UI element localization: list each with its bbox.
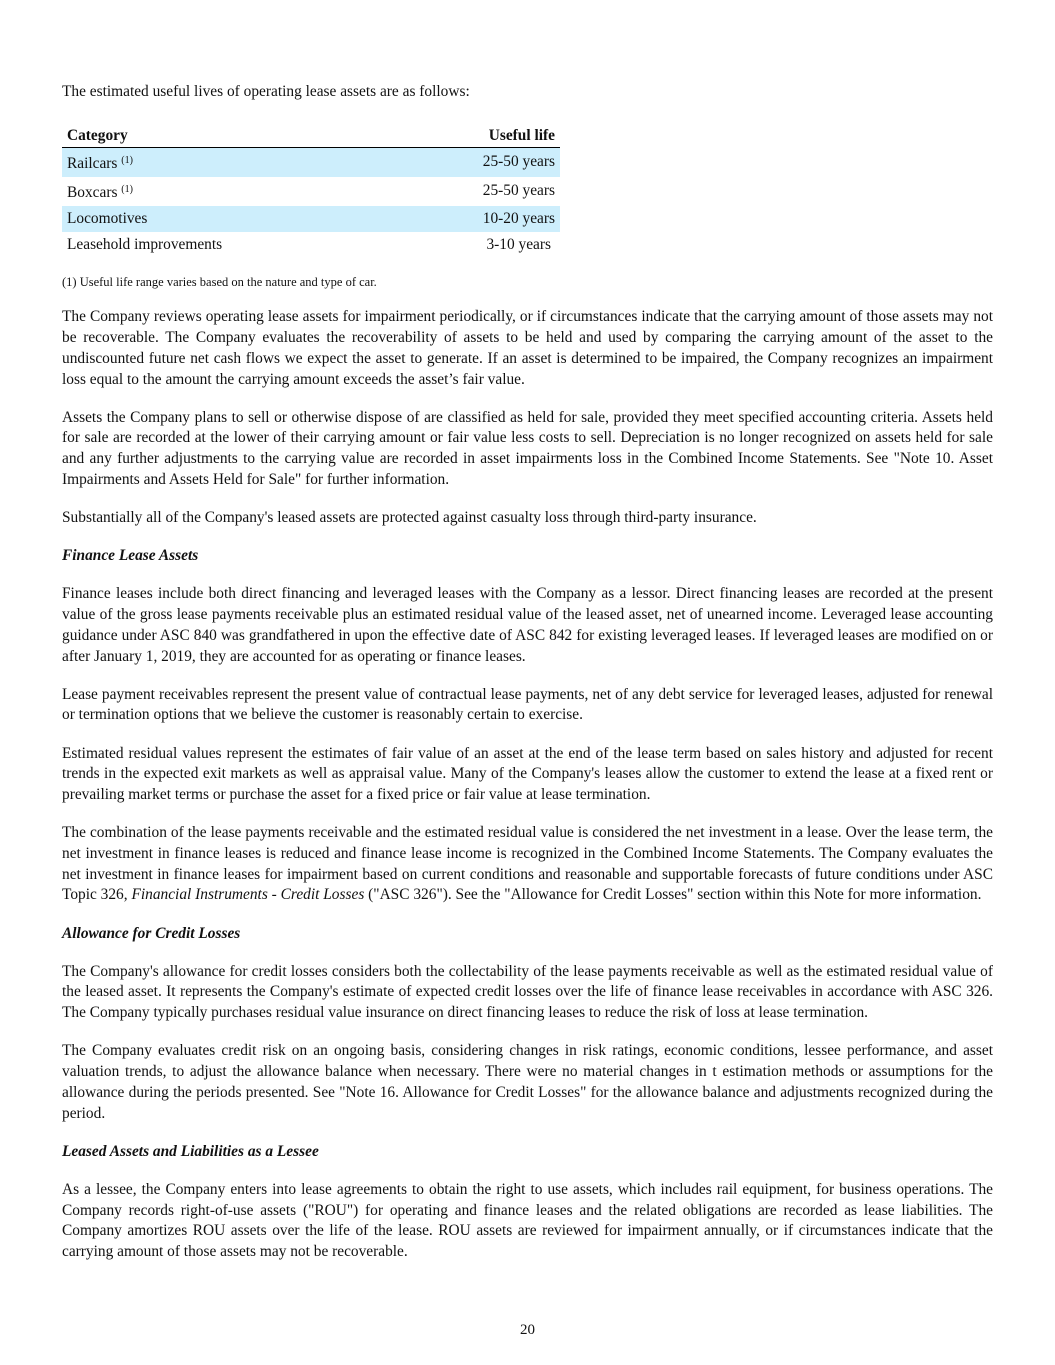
- paragraph: As a lessee, the Company enters into lease agreements to obtain the right to use assets, which includes rail equipment, for business operations. The Company records right-of-use assets ("ROU") for operating and finance leases and the related obligations are recorded as lease liabilities. The Company amortizes ROU assets over the life of the lease. ROU assets are reviewed for impairment annually, or if circumstances indicate that the carrying amount of those assets may not be recoverable.: [62, 1180, 993, 1261]
- paragraph: Substantially all of the Company's leased assets are protected against casualty loss through third-party insurance.: [62, 509, 757, 527]
- category-cell: Leasehold improvements: [67, 235, 223, 253]
- life-cell: 25-50 years: [394, 147, 560, 177]
- paragraph: Finance leases include both direct financing and leveraged leases with the Company as a lessor. Direct financing leases are recorded at the present value of the gross lease payments receivable plus an estimated residual value of the leased asset, net of unearned income. Leveraged lease accounting guidance under ASC 840 was grandfathered in upon the effective date of ASC 842 for existing leveraged leases. If leveraged leases are modified on or after January 1, 2019, they are accounted for as operating or finance leases.: [62, 585, 993, 665]
- footnote-ref: (1): [121, 183, 133, 195]
- header-useful-life: Useful life: [394, 123, 560, 148]
- table-row: [62, 147, 560, 177]
- text-run: The combination of the lease payments receivable and the estimated residual value is considered the net investment in a lease. Over the lease term, the net investment in finance leases is reduced and finance lease income is recognized in the Combined Income Statements. The Company evaluates the net investment in finance leases for impairment based on current conditions and reasonable and supportable forecasts of future conditions under ASC Topic 326,: [62, 824, 993, 904]
- life-cell: 3-10 years: [486, 235, 551, 253]
- paragraph: The Company reviews operating lease assets for impairment periodically, or if circumstances indicate that the carrying amount of those assets may not be recoverable. The Company evaluates the recoverability of assets to be held and used by comparing the carrying amount of the asset to the undiscounted future net cash flows we expect the asset to generate. If an asset is determined to be impaired, the Company recognizes an impairment loss equal to the amount the carrying amount exceeds the asset’s fair value.: [62, 308, 993, 388]
- intro-text: The estimated useful lives of operating lease assets are as follows:: [62, 83, 470, 100]
- header-category: Category: [62, 123, 394, 148]
- page-number: 20: [520, 1322, 535, 1338]
- life-cell: 10-20 years: [394, 206, 560, 232]
- paragraph: The Company evaluates credit risk on an ongoing basis, considering changes in risk ratings, economic conditions, lessee performance, and asset valuation trends, to adjust the allowance balance when necessary. There were no material changes in t estimation methods or assumptions for the allowance during the periods presented. See "Note 16. Allowance for Credit Losses" for the allowance balance and adjustments recognized during the period.: [62, 1042, 993, 1122]
- italic-title: Financial Instruments - Credit Losses: [131, 886, 365, 904]
- paragraph: The Company's allowance for credit losses considers both the collectability of the lease payments receivable as well as the estimated residual value of the leased asset. It represents the Company's estimate of expected credit losses over the life of finance lease receivables in accordance with ASC 326. The Company typically purchases residual value insurance on direct financing leases to reduce the risk of loss at lease termination.: [62, 962, 993, 1022]
- paragraph: Lease payment receivables represent the present value of contractual lease payments, net of any debt service for leveraged leases, adjusted for renewal or termination options that we believe the customer is reasonably certain to exercise.: [62, 685, 993, 724]
- paragraph: [62, 823, 993, 906]
- table-row: [62, 177, 560, 206]
- section-heading: Leased Assets and Liabilities as a Lessee: [62, 1142, 319, 1160]
- useful-lives-table: [62, 123, 560, 258]
- table-footnote: (1) Useful life range varies based on the nature and type of car.: [62, 274, 377, 289]
- category-cell: Boxcars: [67, 183, 118, 201]
- paragraph: Estimated residual values represent the estimates of fair value of an asset at the end of the lease term based on sales history and adjusted for recent trends in the expected exit markets as well as appraisal value. Many of the Company's leases allow the customer to extend the lease at a fixed rent or prevailing market terms or purchase the asset for a fixed price or fair value at lease termination.: [62, 744, 993, 804]
- table-row: [62, 206, 560, 232]
- life-cell: 25-50 years: [482, 182, 555, 200]
- text-run: ("ASC 326"). See the "Allowance for Credit Losses" section within this Note for more information.: [364, 886, 982, 904]
- document-page: [62, 82, 993, 1280]
- paragraph: Assets the Company plans to sell or otherwise dispose of are classified as held for sale, provided they meet specified accounting criteria. Assets held for sale are recorded at the lower of their carrying amount or fair value less costs to sell. Depreciation is no longer recognized on assets held for sale and any further adjustments to the carrying value are recorded in asset impairments loss in the Combined Income Statements. See "Note 10. Asset Impairments and Assets Held for Sale" for further information.: [62, 408, 993, 488]
- footnote-ref: (1): [121, 154, 133, 166]
- category-cell: Locomotives: [62, 206, 394, 232]
- table-row: [62, 232, 560, 258]
- section-heading: Finance Lease Assets: [62, 547, 199, 565]
- category-cell: Railcars: [67, 154, 118, 172]
- section-heading: Allowance for Credit Losses: [62, 924, 241, 942]
